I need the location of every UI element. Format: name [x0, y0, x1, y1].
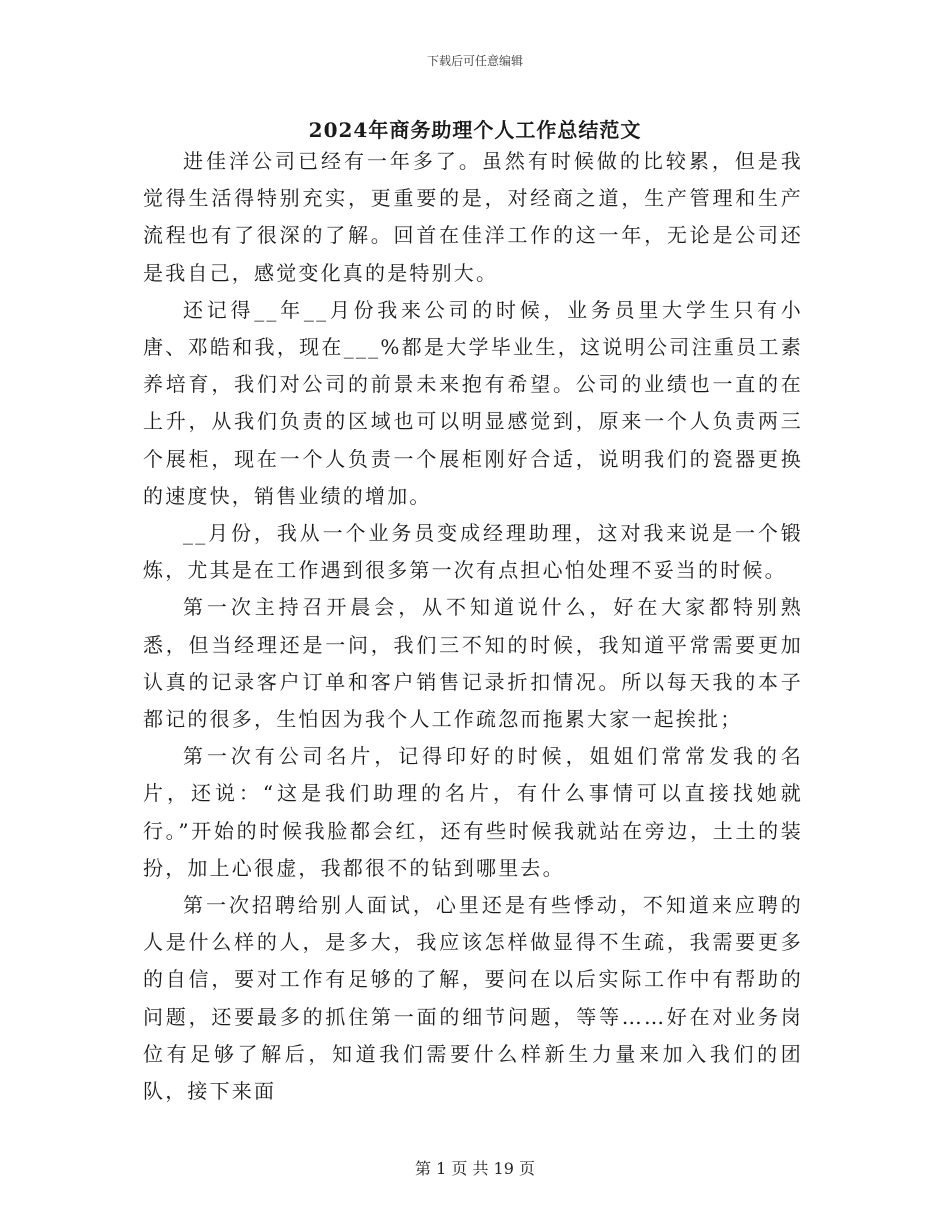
- paragraph: __月份，我从一个业务员变成经理助理，这对我来说是一个锻炼，尤其是在工作遇到很多第一次有点担心怕处理不妥当的时候。: [143, 521, 803, 583]
- paragraph: 第一次主持召开晨会，从不知道说什么，好在大家都特别熟悉，但当经理还是一问，我们三不知的时候，我知道平常需要更加认真的记录客户订单和客户销售记录折扣情况。所以每天我的本子都记的很多，生怕因为我个人工作疏忽而拖累大家一起挨批；: [143, 595, 803, 732]
- paragraph: 第一次招聘给别人面试，心里还是有些悸动，不知道来应聘的人是什么样的人，是多大，我应该怎样做显得不生疏，我需要更多的自信，要对工作有足够的了解，要问在以后实际工作中有帮助的问题，还要最多的抓住第一面的细节问题，等等……好在对业务岗位有足够了解后，知道我们需要什么样新生力量来加入我们的团队，接下来面: [143, 893, 803, 1104]
- paragraph: 还记得__年__月份我来公司的时候，业务员里大学生只有小唐、邓皓和我，现在___%都是大学毕业生，这说明公司注重员工素养培育，我们对公司的前景未来抱有希望。公司的业绩也一直的在上升，从我们负责的区域也可以明显感觉到，原来一个人负责两三个展柜，现在一个人负责一个展柜刚好合适，说明我们的瓷器更换的速度快，销售业绩的增加。: [143, 297, 803, 508]
- paragraph: 第一次有公司名片，记得印好的时候，姐姐们常常发我的名片，还说：“这是我们助理的名片，有什么事情可以直接找她就行。”开始的时候我脸都会红，还有些时候我就站在旁边，土土的装扮，加上心很虚，我都很不的钻到哪里去。: [143, 744, 803, 880]
- header-note: 下载后可任意编辑: [426, 54, 523, 68]
- document-title: 2024年商务助理个人工作总结范文: [308, 118, 642, 142]
- paragraph: 进佳洋公司已经有一年多了。虽然有时候做的比较累，但是我觉得生活得特别充实，更重要的是，对经商之道，生产管理和生产流程也有了很深的了解。回首在佳洋工作的这一年，无论是公司还是我自己，感觉变化真的是特别大。: [143, 149, 803, 285]
- page-number: 第 1 页 共 19 页: [415, 1159, 535, 1178]
- document-body: [143, 143, 803, 1110]
